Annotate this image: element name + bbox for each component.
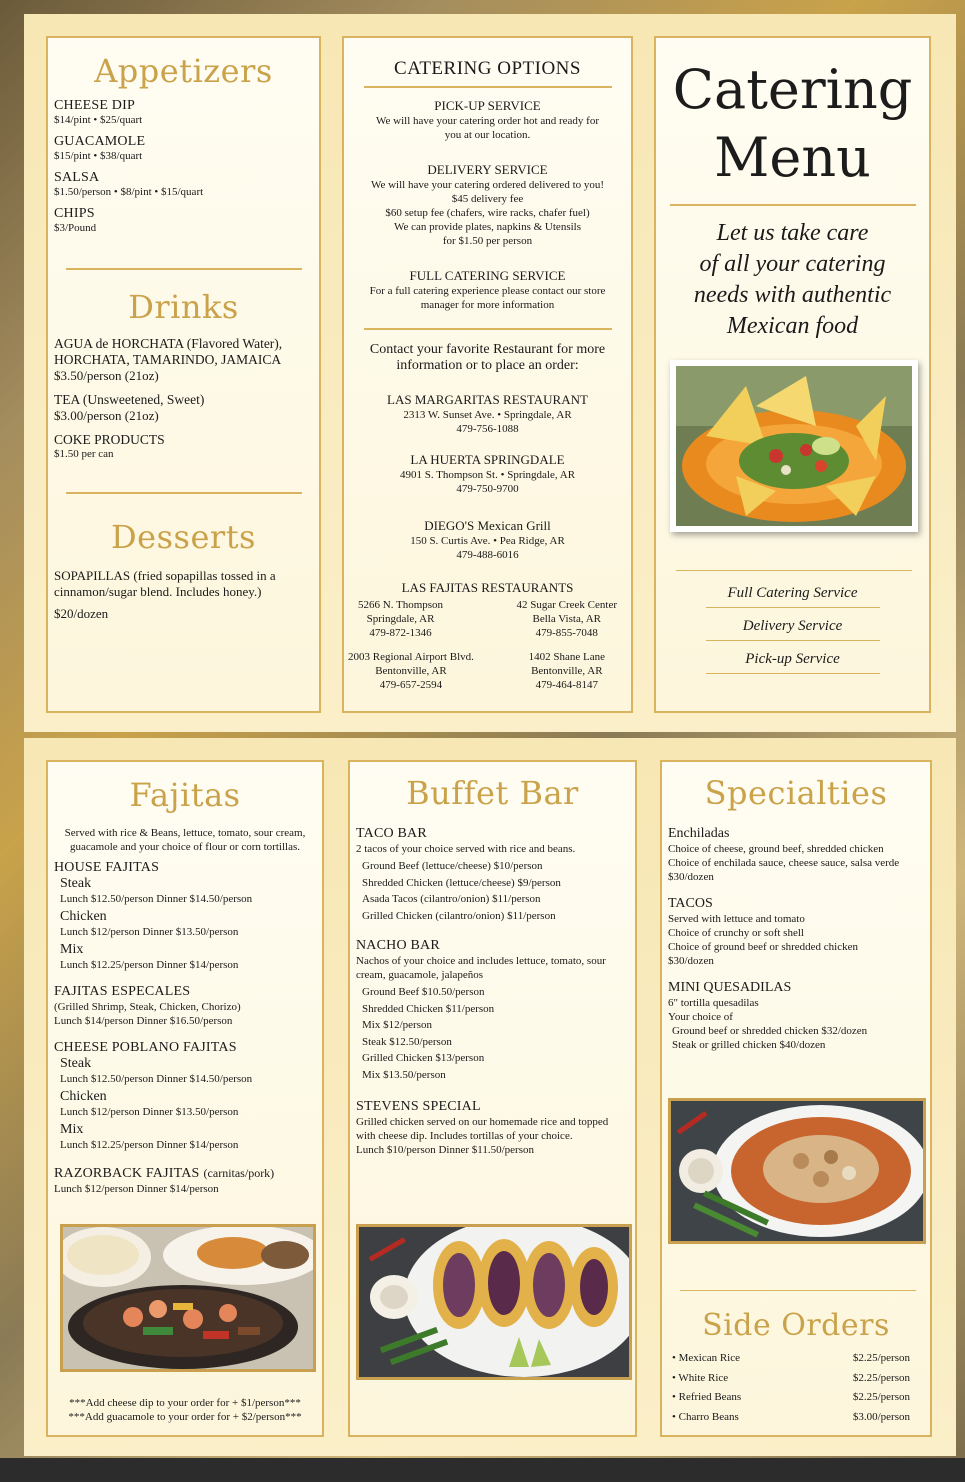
nacho-bar-item: Shredded Chicken $11/person bbox=[362, 1002, 495, 1015]
razorback-fajitas-note: (carnitas/pork) bbox=[203, 1166, 275, 1180]
fajita-option: Chicken bbox=[60, 1089, 107, 1104]
section-divider bbox=[66, 492, 302, 494]
section-divider bbox=[676, 570, 912, 571]
full-catering-text: For a full catering experience please contact our store bbox=[369, 285, 606, 297]
razorback-fajitas-title: RAZORBACK FAJITAS bbox=[54, 1166, 200, 1181]
house-fajitas-title: HOUSE FAJITAS bbox=[54, 860, 160, 875]
specialties-panel bbox=[660, 760, 932, 1437]
appetizers-drinks-desserts-panel bbox=[46, 36, 321, 713]
side-order-name: • Refried Beans bbox=[672, 1391, 742, 1403]
fajita-option: Mix bbox=[60, 1122, 84, 1137]
taco-bar-title: TACO BAR bbox=[356, 826, 427, 841]
pickup-service-text: We will have your catering order hot and ready for bbox=[376, 115, 599, 127]
fajita-option-price: Lunch $12/person Dinner $13.50/person bbox=[60, 926, 239, 938]
stevens-special-desc: Grilled chicken served on our homemade rice and topped bbox=[356, 1116, 609, 1128]
delivery-service-text: We can provide plates, napkins & Utensils bbox=[394, 221, 581, 233]
location-phone[interactable]: 479-855-7048 bbox=[535, 627, 598, 639]
stevens-special-desc: with cheese dip. Includes tortillas of your choice. bbox=[356, 1130, 573, 1142]
razorback-fajitas-price: Lunch $12/person Dinner $14/person bbox=[54, 1183, 219, 1195]
appetizer-item-name: CHIPS bbox=[54, 206, 95, 221]
tacos-text: Choice of ground beef or shredded chicken bbox=[668, 941, 858, 953]
nacho-bar-item: Grilled Chicken $13/person bbox=[362, 1052, 485, 1064]
drink-item-name: TEA (Unsweetened, Sweet) bbox=[54, 392, 205, 407]
side-order-price: $2.25/person bbox=[852, 1371, 910, 1384]
dessert-price: $20/dozen bbox=[54, 606, 109, 621]
add-on-note: ***Add cheese dip to your order for + $1/person*** bbox=[69, 1397, 301, 1409]
section-divider bbox=[364, 328, 612, 330]
tacos-image bbox=[359, 1227, 629, 1377]
drinks-title: Drinks bbox=[128, 288, 239, 326]
full-catering-text: manager for more information bbox=[420, 299, 555, 311]
appetizer-item-price: $3/Pound bbox=[54, 222, 97, 234]
cover-panel bbox=[654, 36, 931, 713]
nacho-bar-item: Ground Beef $10.50/person bbox=[362, 986, 485, 998]
cover-tagline: of all your catering bbox=[699, 251, 886, 277]
side-order-price: $2.25/person bbox=[852, 1391, 910, 1403]
catering-options-panel bbox=[342, 36, 633, 713]
quesadillas-text: Ground beef or shredded chicken $32/dozen bbox=[672, 1025, 868, 1037]
location-city: Bella Vista, AR bbox=[532, 613, 601, 625]
stevens-special-title: STEVENS SPECIAL bbox=[356, 1099, 481, 1114]
chips-salsa-photo bbox=[670, 360, 918, 532]
fajita-option: Mix bbox=[60, 942, 84, 957]
service-pickup-link[interactable]: Pick-up Service bbox=[745, 651, 840, 667]
nacho-bar-title: NACHO BAR bbox=[356, 938, 440, 953]
restaurant-address: 150 S. Curtis Ave. • Pea Ridge, AR bbox=[410, 535, 565, 547]
quesadillas-text: 6" tortilla quesadilas bbox=[668, 997, 759, 1009]
restaurant-name: LAS FAJITAS RESTAURANTS bbox=[401, 580, 574, 595]
cover-tagline: Let us take care bbox=[716, 220, 869, 246]
stevens-special-price: Lunch $10/person Dinner $11.50/person bbox=[356, 1144, 535, 1156]
location-city: Bentonville, AR bbox=[375, 665, 447, 677]
tacos-text: Served with lettuce and tomato bbox=[668, 913, 805, 925]
fajitas-photo bbox=[60, 1224, 316, 1372]
location-city: Springdale, AR bbox=[366, 613, 435, 625]
fajita-option: Steak bbox=[60, 1056, 92, 1071]
fajita-option-price: Lunch $12.25/person Dinner $14/person bbox=[60, 959, 239, 971]
enchiladas-title: Enchiladas bbox=[668, 826, 730, 841]
fajitas-locations-row bbox=[344, 640, 631, 692]
contact-text: Contact your favorite Restaurant for more bbox=[369, 342, 606, 357]
appetizer-item-name: CHEESE DIP bbox=[54, 98, 135, 113]
desserts-title: Desserts bbox=[111, 518, 256, 556]
dessert-description: SOPAPILLAS (fried sopapillas tossed in a bbox=[54, 568, 276, 583]
fajitas-intro: guacamole and your choice of flour or corn tortillas. bbox=[69, 841, 300, 853]
fajitas-especiales-price: Lunch $14/person Dinner $16.50/person bbox=[54, 1015, 233, 1027]
drink-item-name: COKE PRODUCTS bbox=[54, 432, 165, 447]
nacho-bar-item: Mix $13.50/person bbox=[362, 1068, 446, 1081]
fajita-option: Chicken bbox=[60, 909, 107, 924]
side-order-row bbox=[672, 1408, 910, 1428]
side-orders-title: Side Orders bbox=[702, 1308, 890, 1343]
drink-item-name: AGUA de HORCHATA (Flavored Water), bbox=[54, 336, 283, 351]
location-phone[interactable]: 479-464-8147 bbox=[535, 679, 598, 691]
restaurant-phone[interactable]: 479-750-9700 bbox=[456, 483, 519, 495]
nacho-bar-desc: Nachos of your choice and includes lettuce, tomato, sour bbox=[356, 955, 606, 967]
taco-bar-item: Ground Beef (lettuce/cheese) $10/person bbox=[362, 860, 543, 872]
catering-options-title: CATERING OPTIONS bbox=[394, 58, 581, 79]
location-city: Bentonville, AR bbox=[531, 665, 603, 677]
nacho-bar-item: Mix $12/person bbox=[362, 1019, 432, 1031]
section-divider bbox=[670, 204, 916, 206]
side-order-name: • White Rice bbox=[672, 1371, 729, 1384]
enchiladas-text: Choice of enchilada sauce, cheese sauce, salsa verde bbox=[668, 857, 900, 869]
side-order-row bbox=[672, 1349, 910, 1369]
fajitas-intro: Served with rice & Beans, lettuce, tomato, sour cream, bbox=[64, 827, 306, 839]
taco-bar-item: Shredded Chicken (lettuce/cheese) $9/person bbox=[362, 876, 561, 889]
delivery-service-text: $60 setup fee (chafers, wire racks, chafer fuel) bbox=[385, 207, 590, 219]
cover-title: Menu bbox=[714, 126, 871, 189]
restaurant-phone[interactable]: 479-756-1088 bbox=[456, 423, 519, 435]
menu-outside-sheet bbox=[24, 14, 956, 732]
section-divider bbox=[680, 1290, 916, 1291]
side-order-row bbox=[672, 1388, 910, 1408]
cover-title: Catering bbox=[672, 58, 913, 121]
quesadillas-title: MINI QUESADILAS bbox=[668, 980, 792, 995]
drink-item-price: $1.50 per can bbox=[54, 448, 114, 460]
side-order-name: • Mexican Rice bbox=[672, 1352, 740, 1364]
delivery-service-title: DELIVERY SERVICE bbox=[427, 162, 548, 177]
appetizer-item-name: GUACAMOLE bbox=[54, 134, 146, 149]
fajitas-image bbox=[63, 1227, 313, 1369]
cheese-poblano-title: CHEESE POBLANO FAJITAS bbox=[54, 1040, 237, 1055]
appetizer-item-name: SALSA bbox=[54, 170, 100, 185]
drink-item-name: HORCHATA, TAMARINDO, JAMAICA bbox=[54, 352, 282, 367]
delivery-service-text: $45 delivery fee bbox=[451, 193, 524, 205]
fajita-option-price: Lunch $12/person Dinner $13.50/person bbox=[60, 1106, 239, 1118]
chicken-rice-image bbox=[671, 1101, 923, 1241]
side-order-price: $3.00/person bbox=[852, 1410, 910, 1423]
chips-salsa-image bbox=[676, 366, 912, 526]
bottom-bar bbox=[0, 1458, 965, 1482]
side-order-name: • Charro Beans bbox=[672, 1410, 739, 1423]
enchiladas-price: $30/dozen bbox=[668, 871, 714, 883]
chicken-rice-photo bbox=[668, 1098, 926, 1244]
tacos-photo bbox=[356, 1224, 632, 1380]
dessert-description: cinnamon/sugar blend. Includes honey.) bbox=[54, 584, 262, 599]
appetizer-item-price: $14/pint • $25/quart bbox=[54, 114, 143, 126]
buffet-bar-panel bbox=[348, 760, 637, 1437]
section-divider bbox=[364, 86, 612, 88]
fajitas-title: Fajitas bbox=[129, 776, 241, 814]
restaurant-name: LA HUERTA SPRINGDALE bbox=[410, 452, 565, 467]
tacos-text: Choice of crunchy or soft shell bbox=[668, 927, 804, 939]
drink-item-price: $3.50/person (21oz) bbox=[54, 368, 159, 383]
nacho-bar-item: Steak $12.50/person bbox=[362, 1035, 452, 1048]
side-order-price: $2.25/person bbox=[852, 1352, 910, 1364]
enchiladas-text: Choice of cheese, ground beef, shredded chicken bbox=[668, 843, 884, 855]
appetizers-title: Appetizers bbox=[94, 52, 273, 90]
section-divider bbox=[706, 640, 880, 641]
restaurant-address: 4901 S. Thompson St. • Springdale, AR bbox=[399, 469, 576, 481]
cover-tagline: needs with authentic bbox=[693, 282, 892, 308]
restaurant-phone[interactable]: 479-488-6016 bbox=[456, 549, 519, 561]
taco-bar-item: Grilled Chicken (cilantro/onion) $11/person bbox=[362, 909, 556, 922]
delivery-service-text: We will have your catering ordered delivered to you! bbox=[370, 179, 605, 191]
cover-tagline: Mexican food bbox=[726, 313, 859, 339]
location-phone[interactable]: 479-872-1346 bbox=[369, 627, 432, 639]
full-catering-title: FULL CATERING SERVICE bbox=[409, 268, 566, 283]
section-divider bbox=[706, 673, 880, 674]
contact-text: information or to place an order: bbox=[396, 358, 579, 373]
restaurant-name: LAS MARGARITAS RESTAURANT bbox=[387, 392, 588, 407]
quesadillas-text: Steak or grilled chicken $40/dozen bbox=[672, 1039, 826, 1051]
taco-bar-item: Asada Tacos (cilantro/onion) $11/person bbox=[362, 893, 541, 905]
fajita-option: Steak bbox=[60, 876, 92, 891]
fajita-option-price: Lunch $12.50/person Dinner $14.50/person bbox=[60, 893, 253, 905]
fajita-option-price: Lunch $12.25/person Dinner $14/person bbox=[60, 1139, 239, 1151]
add-on-note: ***Add guacamole to your order for + $2/person*** bbox=[68, 1411, 302, 1423]
section-divider bbox=[706, 607, 880, 608]
restaurant-address: 2313 W. Sunset Ave. • Springdale, AR bbox=[403, 409, 572, 421]
location-phone[interactable]: 479-657-2594 bbox=[379, 679, 443, 691]
drink-item-price: $3.00/person (21oz) bbox=[54, 408, 159, 423]
tacos-title: TACOS bbox=[668, 896, 713, 911]
service-full-catering-link[interactable]: Full Catering Service bbox=[727, 585, 858, 601]
fajitas-especiales-desc: (Grilled Shrimp, Steak, Chicken, Chorizo) bbox=[54, 1001, 241, 1013]
taco-bar-desc: 2 tacos of your choice served with rice and beans. bbox=[356, 843, 576, 855]
location-address: 5266 N. Thompson bbox=[358, 599, 444, 611]
specialties-title: Specialties bbox=[704, 774, 888, 812]
tacos-price: $30/dozen bbox=[668, 955, 714, 967]
location-address: 2003 Regional Airport Blvd. bbox=[348, 651, 474, 663]
buffet-bar-title: Buffet Bar bbox=[406, 774, 579, 812]
side-orders-list bbox=[672, 1349, 910, 1427]
side-order-row bbox=[672, 1369, 910, 1389]
section-divider bbox=[66, 268, 302, 270]
pickup-service-title: PICK-UP SERVICE bbox=[434, 98, 541, 113]
quesadillas-text: Your choice of bbox=[668, 1011, 733, 1023]
location-address: 1402 Shane Lane bbox=[528, 651, 605, 663]
fajitas-panel bbox=[46, 760, 324, 1437]
fajitas-locations-row bbox=[344, 596, 631, 640]
service-delivery-link[interactable]: Delivery Service bbox=[742, 618, 843, 634]
pickup-service-text: you at our location. bbox=[444, 129, 531, 141]
nacho-bar-desc: cream, guacamole, jalapeños bbox=[356, 969, 484, 981]
fajita-option-price: Lunch $12.50/person Dinner $14.50/person bbox=[60, 1073, 253, 1085]
fajitas-especiales-title: FAJITAS ESPECALES bbox=[54, 984, 191, 999]
appetizer-item-price: $15/pint • $38/quart bbox=[54, 150, 143, 162]
delivery-service-text: for $1.50 per person bbox=[442, 235, 533, 247]
menu-inside-sheet bbox=[24, 738, 956, 1456]
appetizer-item-price: $1.50/person • $8/pint • $15/quart bbox=[54, 186, 204, 198]
restaurant-name: DIEGO'S Mexican Grill bbox=[424, 518, 551, 533]
location-address: 42 Sugar Creek Center bbox=[516, 599, 617, 611]
